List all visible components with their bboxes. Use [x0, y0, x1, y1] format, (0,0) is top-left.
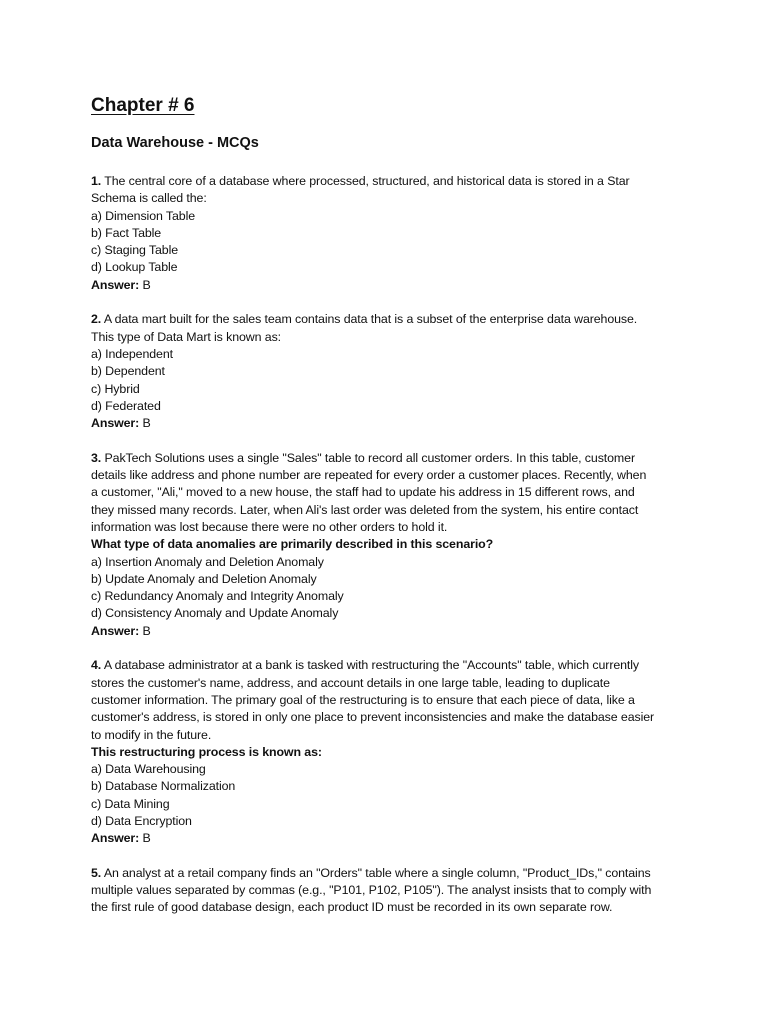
answer-line [91, 415, 691, 432]
question-text-line [91, 657, 691, 674]
answer-value: B [142, 623, 151, 638]
answer-option: b) Update Anomaly and Deletion Anomaly [91, 571, 317, 586]
chapter-title: Chapter # 6 [91, 95, 195, 116]
question-text-line: This type of Data Mart is known as: [91, 329, 282, 344]
question-number: 4. [91, 658, 102, 673]
question-text-line: Schema is called the: [91, 191, 207, 206]
answer-label: Answer: [91, 831, 140, 846]
answer-option: b) Database Normalization [91, 779, 236, 794]
question-item [91, 450, 691, 640]
answer-option: a) Insertion Anomaly and Deletion Anomaly [91, 554, 324, 569]
question-text-line: customer's address, is stored in only one place to prevent inconsistencies and make the database easier [91, 710, 655, 725]
question-text-line: they missed many records. Later, when Ali's last order was deleted from the system, his entire contact [91, 502, 639, 517]
question-number: 5. [91, 865, 102, 880]
question-prompt: This restructuring process is known as: [91, 744, 322, 759]
answer-label: Answer: [91, 277, 140, 292]
question-text-line [91, 865, 691, 882]
question-text-line: to modify in the future. [91, 727, 212, 742]
answer-value: B [142, 831, 151, 846]
section-title: Data Warehouse - MCQs [91, 135, 259, 151]
answer-value: B [142, 277, 151, 292]
question-item [91, 311, 691, 432]
question-text-line [91, 311, 691, 328]
question-text-line: stores the customer's name, address, and account details in one large table, leading to duplicate [91, 675, 610, 690]
answer-option: b) Fact Table [91, 225, 162, 240]
answer-option: c) Redundancy Anomaly and Integrity Anomaly [91, 589, 344, 604]
answer-option: a) Data Warehousing [91, 762, 206, 777]
answer-option: d) Consistency Anomaly and Update Anomaly [91, 606, 339, 621]
question-text-line: details like address and phone number are repeated for every order a customer places. Recently, when [91, 468, 647, 483]
answer-label: Answer: [91, 416, 140, 431]
question-text-line: the first rule of good database design, each product ID must be recorded in its own separate row. [91, 900, 613, 915]
answer-option: c) Data Mining [91, 796, 170, 811]
answer-line [91, 830, 691, 847]
question-item [91, 173, 691, 294]
question-number: 1. [91, 174, 102, 188]
answer-line [91, 277, 691, 294]
question-text: The central core of a database where processed, structured, and historical data is stored in a Star [104, 174, 630, 188]
question-prompt: What type of data anomalies are primarily described in this scenario? [91, 537, 494, 552]
question-text: PakTech Solutions uses a single "Sales" table to record all customer orders. In this table, customer [104, 450, 635, 465]
answer-option: c) Hybrid [91, 381, 140, 396]
answer-option: d) Data Encryption [91, 813, 192, 828]
question-list [91, 173, 691, 917]
question-item [91, 865, 691, 917]
answer-option: c) Staging Table [91, 243, 179, 258]
question-item [91, 657, 691, 847]
question-text: An analyst at a retail company finds an "Orders" table where a single column, "Product_IDs," contains [103, 865, 651, 880]
answer-label: Answer: [91, 623, 140, 638]
answer-value: B [142, 416, 151, 431]
answer-option: d) Federated [91, 398, 161, 413]
question-text-line: a customer, "Ali," moved to a new house, the staff had to update his address in 15 different rows, and [91, 485, 635, 500]
question-number: 3. [91, 450, 102, 465]
question-text-line: customer information. The primary goal of the restructuring is to ensure that each piece of data, like a [91, 692, 635, 707]
answer-option: a) Dimension Table [91, 208, 196, 223]
answer-line [91, 623, 691, 640]
question-text-line: information was lost because there were no other orders to hold it. [91, 519, 448, 534]
answer-option: d) Lookup Table [91, 260, 178, 275]
question-number: 2. [91, 312, 102, 327]
question-text-line [91, 173, 691, 190]
document-content [91, 93, 691, 934]
question-text-line: multiple values separated by commas (e.g., "P101, P102, P105"). The analyst insists that to comply with [91, 883, 652, 898]
question-text: A data mart built for the sales team contains data that is a subset of the enterprise data warehouse. [103, 312, 638, 327]
answer-option: a) Independent [91, 346, 173, 361]
answer-option: b) Dependent [91, 364, 165, 379]
question-text-line [91, 450, 691, 467]
question-text: A database administrator at a bank is tasked with restructuring the "Accounts" table, which currently [103, 658, 640, 673]
